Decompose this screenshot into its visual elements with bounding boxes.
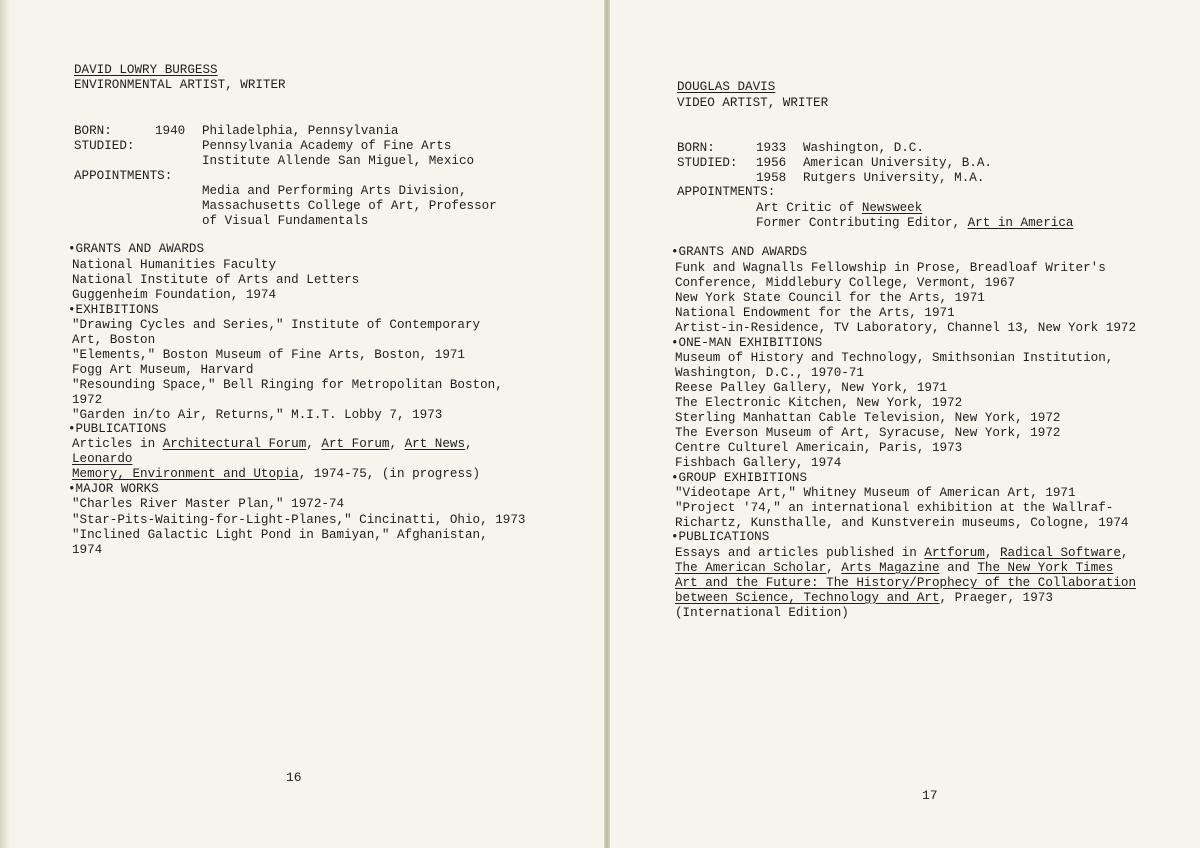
- publication-title: Leonardo: [72, 452, 133, 466]
- born-label: BORN:: [677, 141, 715, 155]
- exhibition-item: "Resounding Space," Bell Ringing for Metropolitan Boston,: [72, 378, 503, 392]
- grant-item: National Humanities Faculty: [72, 258, 277, 272]
- appointment-line: [756, 201, 922, 216]
- exhibition-item: The Electronic Kitchen, New York, 1972: [675, 396, 963, 410]
- publication-separator: ,: [826, 561, 842, 575]
- publication-title: Memory, Environment and Utopia: [72, 467, 299, 481]
- publication-separator: ,: [1120, 546, 1129, 560]
- studied-year: 1956: [756, 156, 787, 170]
- publication-separator: ,: [465, 437, 473, 451]
- exhibition-item: 1972: [72, 393, 103, 407]
- section-heading-publications: •PUBLICATIONS: [68, 422, 167, 436]
- publication-title: Architectural Forum: [162, 437, 307, 451]
- artist-title: ENVIRONMENTAL ARTIST, WRITER: [74, 78, 286, 92]
- studied-item: Pennsylvania Academy of Fine Arts: [202, 139, 452, 153]
- page-number: 17: [922, 788, 938, 803]
- major-work-item: "Star-Pits-Waiting-for-Light-Planes," Cincinatti, Ohio, 1973: [72, 513, 526, 527]
- artist-name: DOUGLAS DAVIS: [677, 80, 776, 94]
- appointment-line: Massachusetts College of Art, Professor: [202, 199, 497, 213]
- section-heading-group: •GROUP EXHIBITIONS: [671, 471, 808, 485]
- appointment-text: Art Critic of: [756, 201, 862, 215]
- publication-separator: ,: [389, 437, 405, 451]
- grant-item: Funk and Wagnalls Fellowship in Prose, Breadloaf Writer's: [675, 261, 1106, 275]
- publication-line: [72, 437, 473, 452]
- studied-label: STUDIED:: [677, 156, 738, 170]
- grant-item: Conference, Middlebury College, Vermont, 1967: [675, 276, 1016, 290]
- exhibition-item: "Elements," Boston Museum of Fine Arts, Boston, 1971: [72, 348, 465, 362]
- section-heading-exhibitions: •EXHIBITIONS: [68, 303, 159, 317]
- exhibition-item: Richartz, Kunsthalle, and Kunstverein museums, Cologne, 1974: [675, 516, 1129, 530]
- grant-item: National Institute of Arts and Letters: [72, 273, 360, 287]
- major-work-item: "Charles River Master Plan," 1972-74: [72, 497, 345, 511]
- exhibition-item: Fishbach Gallery, 1974: [675, 456, 842, 470]
- born-place: Washington, D.C.: [803, 141, 924, 155]
- studied-item: American University, B.A.: [803, 156, 992, 170]
- grant-item: New York State Council for the Arts, 1971: [675, 291, 985, 305]
- studied-label: STUDIED:: [74, 139, 135, 153]
- section-heading-publications: •PUBLICATIONS: [671, 530, 770, 544]
- exhibition-item: Washington, D.C., 1970-71: [675, 366, 864, 380]
- publication-title: Newsweek: [861, 201, 923, 215]
- appointment-line: [756, 216, 1073, 231]
- page-edge-shadow: [0, 0, 10, 848]
- section-heading-grants: •GRANTS AND AWARDS: [671, 245, 808, 259]
- grant-item: National Endowment for the Arts, 1971: [675, 306, 955, 320]
- appointments-label: APPOINTMENTS:: [677, 185, 776, 199]
- exhibition-item: Centre Culturel Americain, Paris, 1973: [675, 441, 963, 455]
- studied-item: Rutgers University, M.A.: [803, 171, 985, 185]
- publication-separator: ,: [306, 437, 322, 451]
- studied-year: 1958: [756, 171, 787, 185]
- grant-item: Artist-in-Residence, TV Laboratory, Channel 13, New York 1972: [675, 321, 1137, 335]
- publication-line: [675, 546, 1128, 561]
- publication-title: Art in America: [967, 216, 1074, 230]
- grant-item: Guggenheim Foundation, 1974: [72, 288, 277, 302]
- publication-line: [675, 591, 1053, 606]
- appointments-label: APPOINTMENTS:: [74, 169, 173, 183]
- exhibition-item: "Project '74," an international exhibition at the Wallraf-: [675, 501, 1114, 515]
- exhibition-item: "Videotape Art," Whitney Museum of American Art, 1971: [675, 486, 1076, 500]
- exhibition-item: "Garden in/to Air, Returns," M.I.T. Lobby 7, 1973: [72, 408, 443, 422]
- publication-title: Artforum: [924, 546, 985, 560]
- section-heading-major-works: •MAJOR WORKS: [68, 482, 159, 496]
- appointment-line: of Visual Fundamentals: [202, 214, 369, 228]
- born-label: BORN:: [74, 124, 112, 138]
- publication-edition: (International Edition): [675, 606, 849, 620]
- publication-title: Art and the Future: The History/Prophecy of the Collaboration: [675, 576, 1137, 590]
- publication-title: Radical Software: [1000, 546, 1121, 560]
- appointment-text: Former Contributing Editor,: [756, 216, 968, 230]
- publication-title: Art News: [404, 437, 466, 451]
- right-page: [610, 0, 1200, 848]
- section-heading-grants: •GRANTS AND AWARDS: [68, 242, 205, 256]
- studied-item: Institute Allende San Miguel, Mexico: [202, 154, 475, 168]
- publication-separator: and: [939, 561, 978, 575]
- born-year: 1933: [756, 141, 787, 155]
- artist-title: VIDEO ARTIST, WRITER: [677, 96, 829, 110]
- publication-title: The New York Times: [977, 561, 1114, 575]
- publication-title: Art Forum: [321, 437, 390, 451]
- publication-title: The American Scholar: [675, 561, 827, 575]
- publication-text: , Praeger, 1973: [939, 591, 1053, 605]
- publication-text: Articles in: [72, 437, 163, 451]
- publication-line: [72, 467, 480, 482]
- major-work-item: 1974: [72, 543, 103, 557]
- publication-text: , 1974-75, (in progress): [298, 467, 481, 481]
- publication-line: [675, 561, 1113, 576]
- publication-title: Arts Magazine: [841, 561, 940, 575]
- exhibition-item: Art, Boston: [72, 333, 156, 347]
- exhibition-item: Reese Palley Gallery, New York, 1971: [675, 381, 948, 395]
- artist-name: DAVID LOWRY BURGESS: [74, 63, 218, 77]
- exhibition-item: "Drawing Cycles and Series," Institute of Contemporary: [72, 318, 481, 332]
- born-year: 1940: [155, 124, 186, 138]
- publication-text: Essays and articles published in: [675, 546, 925, 560]
- appointment-line: Media and Performing Arts Division,: [202, 184, 467, 198]
- exhibition-item: Sterling Manhattan Cable Television, New York, 1972: [675, 411, 1061, 425]
- publication-title: between Science, Technology and Art: [675, 591, 940, 605]
- page-number: 16: [286, 770, 302, 785]
- exhibition-item: Fogg Art Museum, Harvard: [72, 363, 254, 377]
- major-work-item: "Inclined Galactic Light Pond in Bamiyan," Afghanistan,: [72, 528, 488, 542]
- born-place: Philadelphia, Pennsylvania: [202, 124, 399, 138]
- section-heading-one-man: •ONE-MAN EXHIBITIONS: [671, 336, 823, 350]
- publication-separator: ,: [984, 546, 1000, 560]
- exhibition-item: The Everson Museum of Art, Syracuse, New York, 1972: [675, 426, 1061, 440]
- exhibition-item: Museum of History and Technology, Smithsonian Institution,: [675, 351, 1114, 365]
